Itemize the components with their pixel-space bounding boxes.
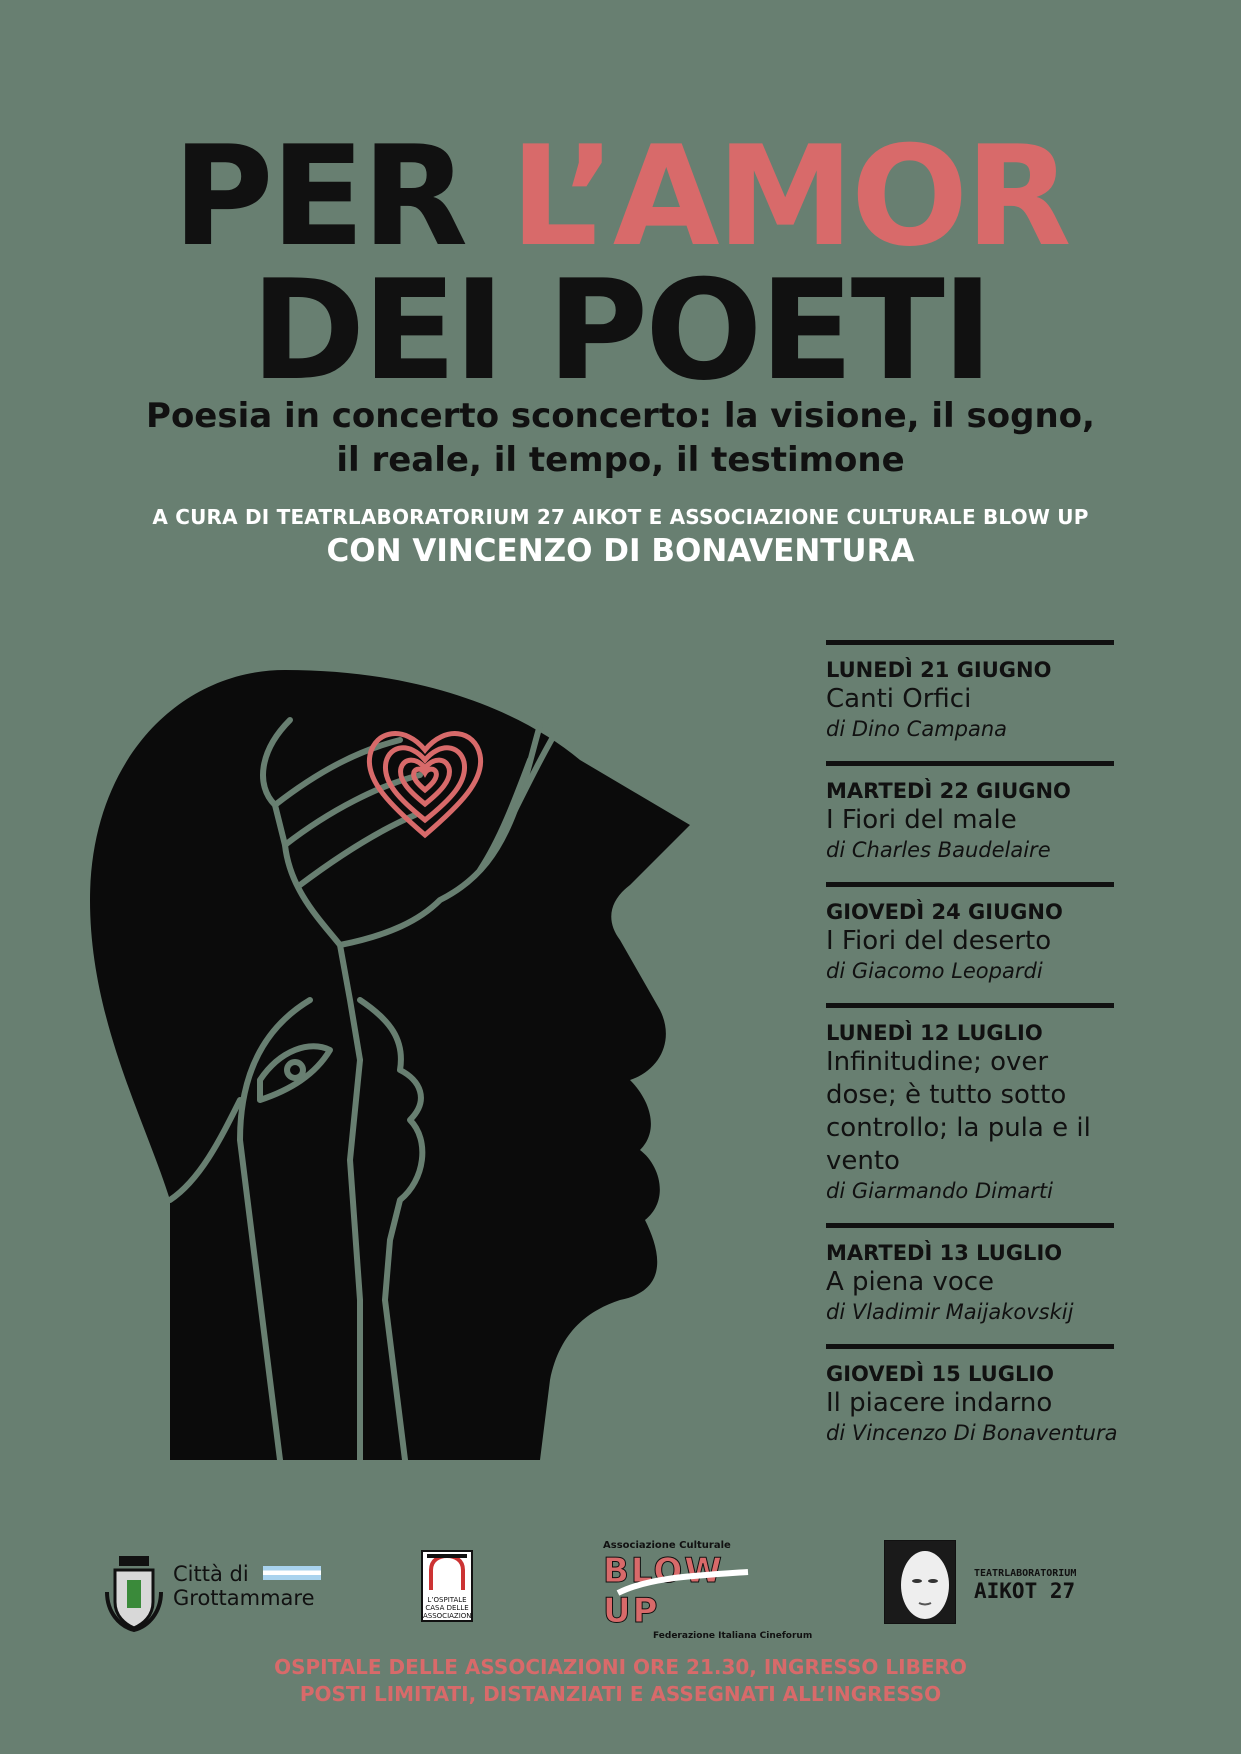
poet-head-illustration	[60, 600, 720, 1460]
event-title: A piena voce	[826, 1267, 995, 1297]
title-lamor: L’AMOR	[510, 116, 1069, 277]
ospitale-logo	[421, 1550, 473, 1622]
grottammare-logo	[105, 1552, 320, 1627]
event-author: di Vincenzo Di Bonaventura	[826, 1421, 1118, 1445]
subtitle-line-1: Poesia in concerto sconcerto: la visione, il sogno,	[146, 396, 1095, 436]
event-date: GIOVEDÌ 24 GIUGNO	[826, 900, 1063, 924]
event-author: di Charles Baudelaire	[826, 838, 1051, 862]
event-item	[826, 761, 1114, 864]
performer: CON VINCENZO DI BONAVENTURA	[326, 533, 915, 569]
event-author: di Vladimir Maijakovskij	[826, 1300, 1074, 1324]
event-item	[826, 882, 1114, 985]
blowup-bottom-text: Federazione Italiana Cineforum	[653, 1631, 813, 1641]
footer-info	[0, 1654, 1241, 1708]
mask-icon	[884, 1540, 956, 1624]
title-line-1	[0, 116, 1241, 277]
coat-of-arms-icon	[105, 1552, 163, 1632]
event-date: LUNEDÌ 21 GIUGNO	[826, 658, 1052, 682]
event-title: I Fiori del deserto	[826, 926, 1052, 956]
event-author: di Giacomo Leopardi	[826, 959, 1043, 983]
footer-line-1: OSPITALE DELLE ASSOCIAZIONI ORE 21.30, INGRESSO LIBERO	[274, 1655, 967, 1679]
event-item	[826, 640, 1114, 743]
event-date: GIOVEDÌ 15 LUGLIO	[826, 1362, 1054, 1386]
blowup-logo	[603, 1540, 813, 1641]
sponsor-logos	[0, 1530, 1241, 1641]
event-item	[826, 1003, 1114, 1205]
aikot-line-2: AIKOT 27	[974, 1579, 1076, 1603]
aikot-logo	[884, 1540, 1114, 1624]
ospitale-line-2: CASA DELLE	[425, 1604, 469, 1612]
event-title: Canti Orfici	[826, 684, 972, 714]
propeller-icon	[608, 1568, 758, 1598]
event-author: di Giarmando Dimarti	[826, 1179, 1053, 1203]
event-title: Infinitudine; over dose; è tutto sotto controllo; la pula e il vento	[826, 1047, 1091, 1176]
blowup-top-text: Associazione Culturale	[603, 1540, 731, 1551]
subtitle	[0, 394, 1241, 482]
event-item	[826, 1344, 1118, 1447]
event-date: LUNEDÌ 12 LUGLIO	[826, 1021, 1043, 1045]
arch-icon	[423, 1552, 471, 1592]
ospitale-line-3: ASSOCIAZIONI	[423, 1612, 474, 1620]
title-per: PER	[172, 116, 511, 277]
event-title: I Fiori del male	[826, 805, 1017, 835]
blowup-name: BLOW UP	[603, 1551, 724, 1631]
event-date: MARTEDÌ 13 LUGLIO	[826, 1241, 1063, 1265]
event-schedule	[826, 640, 1216, 1465]
event-date: MARTEDÌ 22 GIUGNO	[826, 779, 1071, 803]
event-author: di Dino Campana	[826, 717, 1008, 741]
footer-line-2: POSTI LIMITATI, DISTANZIATI E ASSEGNATI ALL’INGRESSO	[299, 1682, 942, 1706]
curated-by: A CURA DI TEATRLABORATORIUM 27 AIKOT E ASSOCIAZIONE CULTURALE BLOW UP	[152, 505, 1089, 529]
flag-stripe	[263, 1566, 321, 1580]
aikot-line-1: TEATRLABORATORIUM	[974, 1568, 1077, 1579]
grottammare-line-1: Città di	[173, 1562, 249, 1586]
subtitle-line-2: il reale, il tempo, il testimone	[336, 440, 905, 480]
title-line-2: DEI POETI	[250, 250, 991, 411]
grottammare-line-2: Grottammare	[173, 1586, 315, 1610]
event-title: Il piacere indarno	[826, 1388, 1053, 1418]
ospitale-line-1: L’OSPITALE	[427, 1596, 467, 1604]
event-item	[826, 1223, 1114, 1326]
